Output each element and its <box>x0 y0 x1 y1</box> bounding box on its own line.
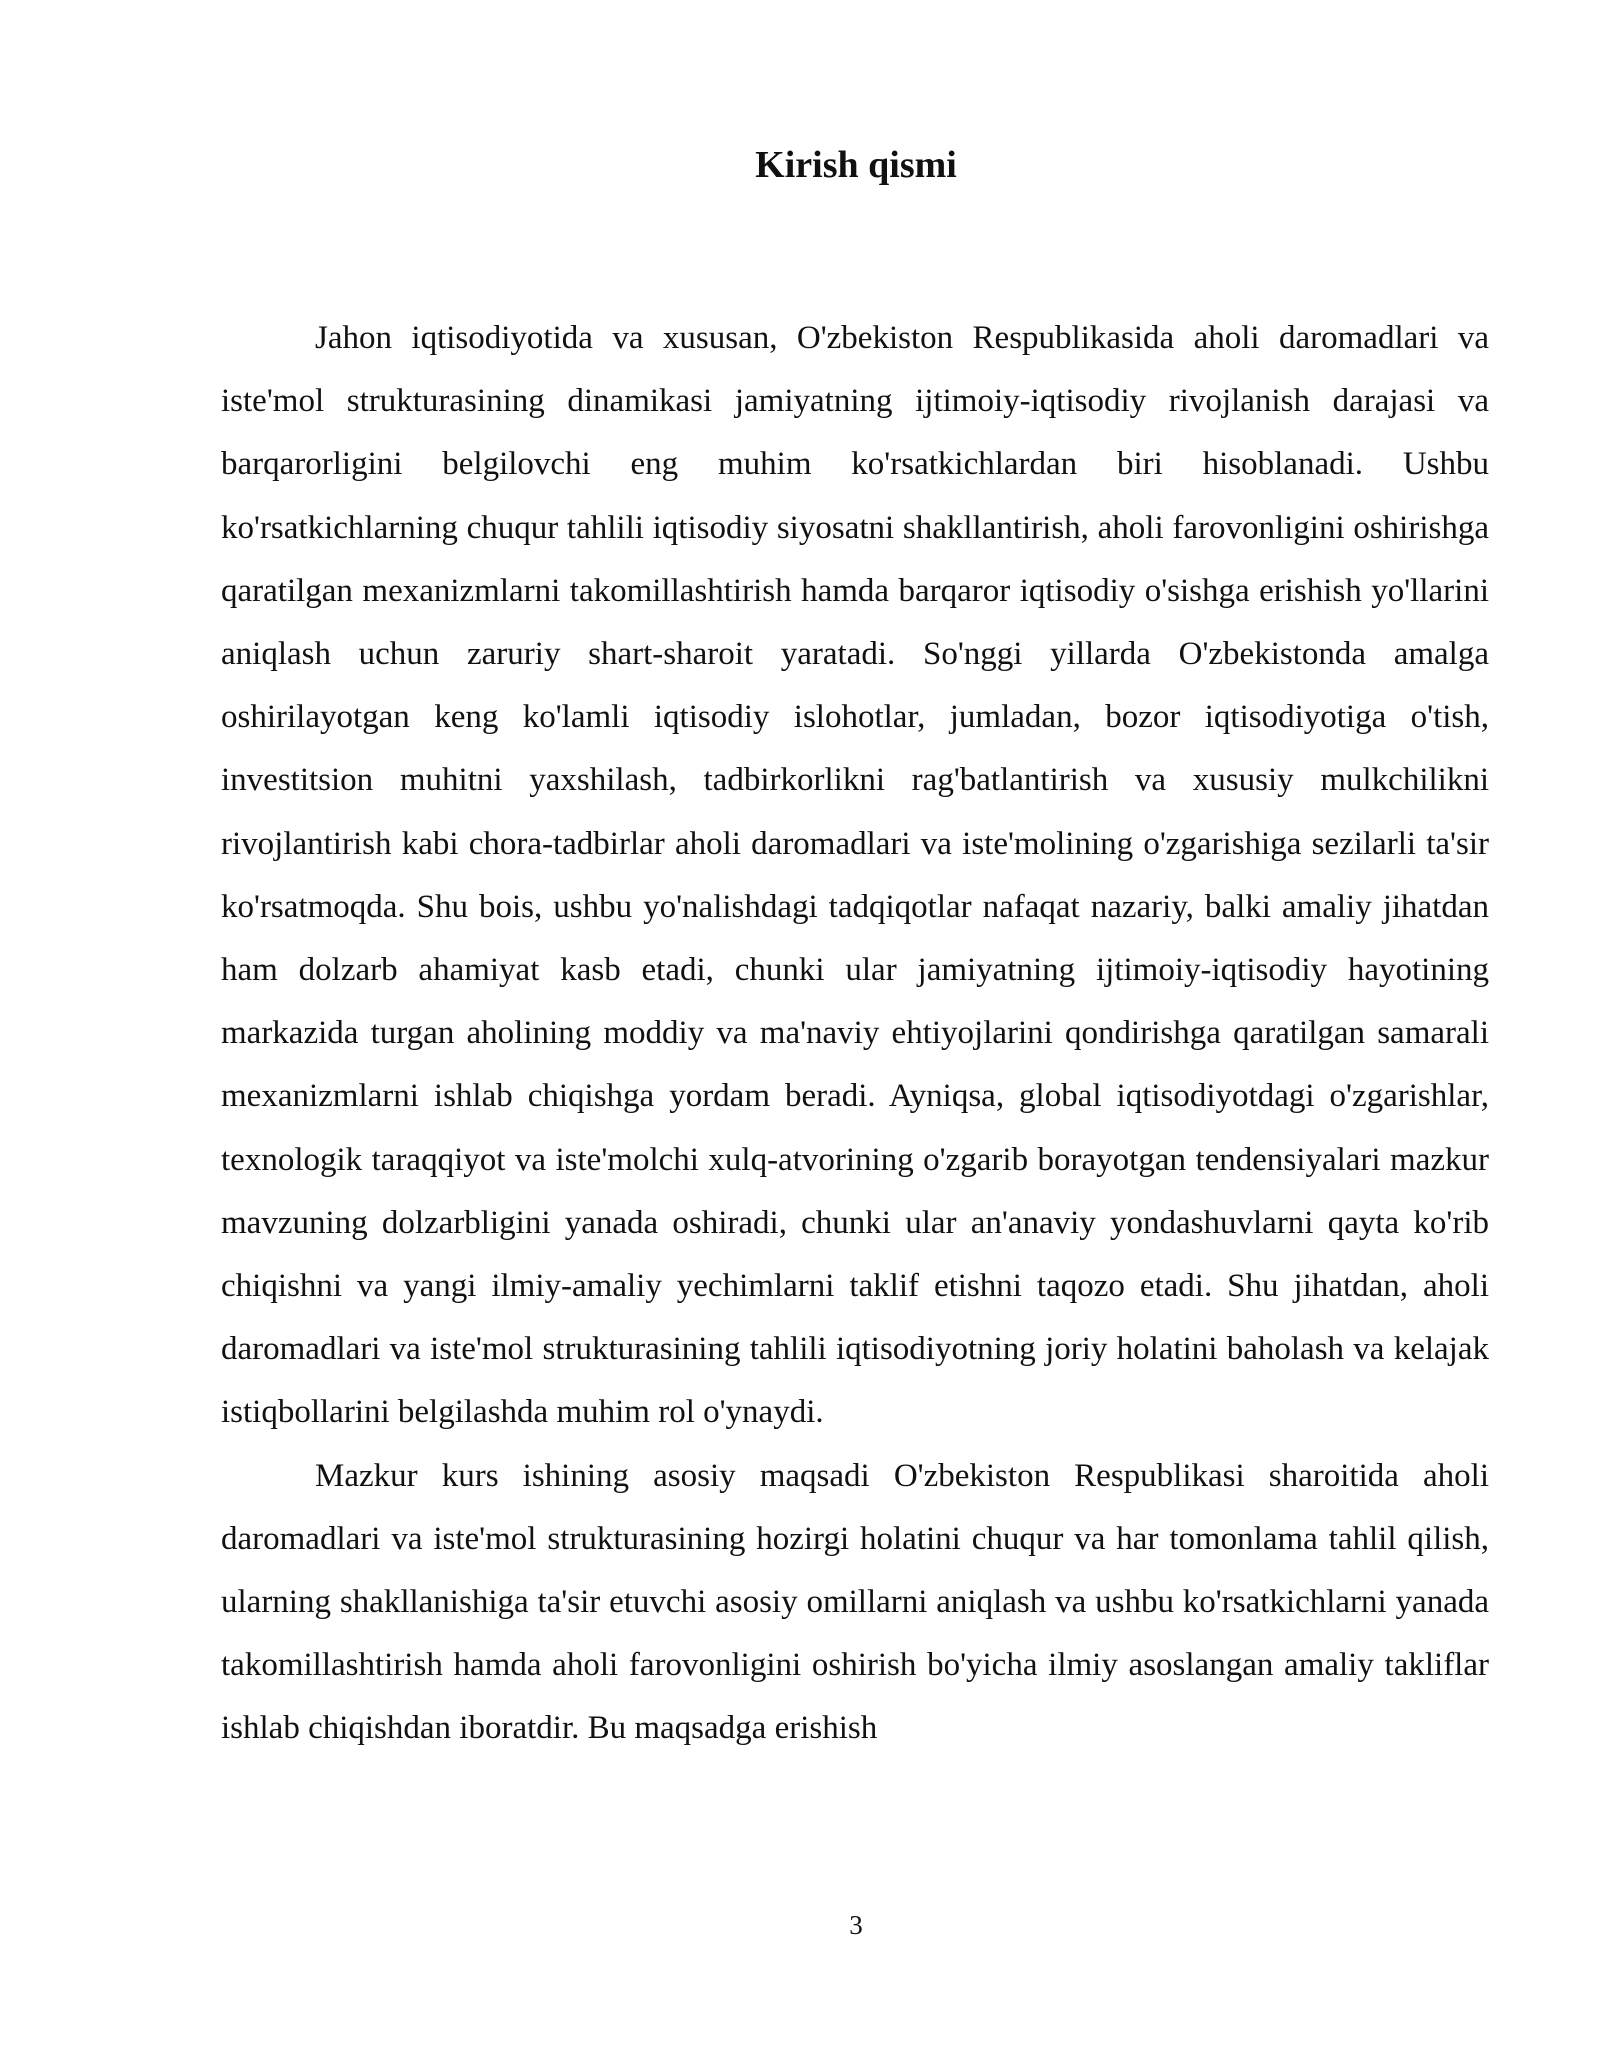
paragraph-2: Mazkur kurs ishining asosiy maqsadi O'zbekiston Respublikasi sharoitida aholi daromadlari va iste'mol strukturasining hozirgi holatini chuqur va har tomonlama tahlil qilish, ularning shakllanishiga ta'sir etuvchi asosiy omillarni aniqlash va ushbu ko'rsatkichlarni yanada takomillashtirish hamda aholi farovonligini oshirish bo'yicha ilmiy asoslangan amaliy takliflar ishlab chiqishdan iboratdir. Bu maqsadga erishish <box>221 1457 1489 1747</box>
body-text <box>221 307 1489 1761</box>
paragraph-1: Jahon iqtisodiyotida va xususan, O'zbekiston Respublikasida aholi daromadlari va iste'mol strukturasining dinamikasi jamiyatning ijtimoiy-iqtisodiy rivojlanish darajasi va barqarorligini belgilovchi eng muhim ko'rsatkichlardan biri hisoblanadi. Ushbu ko'rsatkichlarning chuqur tahlili iqtisodiy siyosatni shakllantirish, aholi farovonligini oshirishga qaratilgan mexanizmlarni takomillashtirish hamda barqaror iqtisodiy o'sishga erishish yo'llarini aniqlash uchun zaruriy shart-sharoit yaratadi. So'nggi yillarda O'zbekistonda amalga oshirilayotgan keng ko'lamli iqtisodiy islohotlar, jumladan, bozor iqtisodiyotiga o'tish, investitsion muhitni yaxshilash, tadbirkorlikni rag'batlantirish va xususiy mulkchilikni rivojlantirish kabi chora-tadbirlar aholi daromadlari va iste'molining o'zgarishiga sezilarli ta'sir ko'rsatmoqda. Shu bois, ushbu yo'nalishdagi tadqiqotlar nafaqat nazariy, balki amaliy jihatdan ham dolzarb ahamiyat kasb etadi, chunki ular jamiyatning ijtimoiy-iqtisodiy hayotining markazida turgan aholining moddiy va ma'naviy ehtiyojlarini qondirishga qaratilgan samarali mexanizmlarni ishlab chiqishga yordam beradi. Ayniqsa, global iqtisodiyotdagi o'zgarishlar, texnologik taraqqiyot va iste'molchi xulq-atvorining o'zgarib borayotgan tendensiyalari mazkur mavzuning dolzarbligini yanada oshiradi, chunki ular an'anaviy yondashuvlarni qayta ko'rib chiqishni va yangi ilmiy-amaliy yechimlarni taklif etishni taqozo etadi. Shu jihatdan, aholi daromadlari va iste'mol strukturasining tahlili iqtisodiyotning joriy holatini baholash va kelajak istiqbollarini belgilashda muhim rol o'ynaydi. <box>221 320 1489 1431</box>
page-title: Kirish qismi <box>755 144 957 186</box>
page-number: 3 <box>849 1910 863 1940</box>
